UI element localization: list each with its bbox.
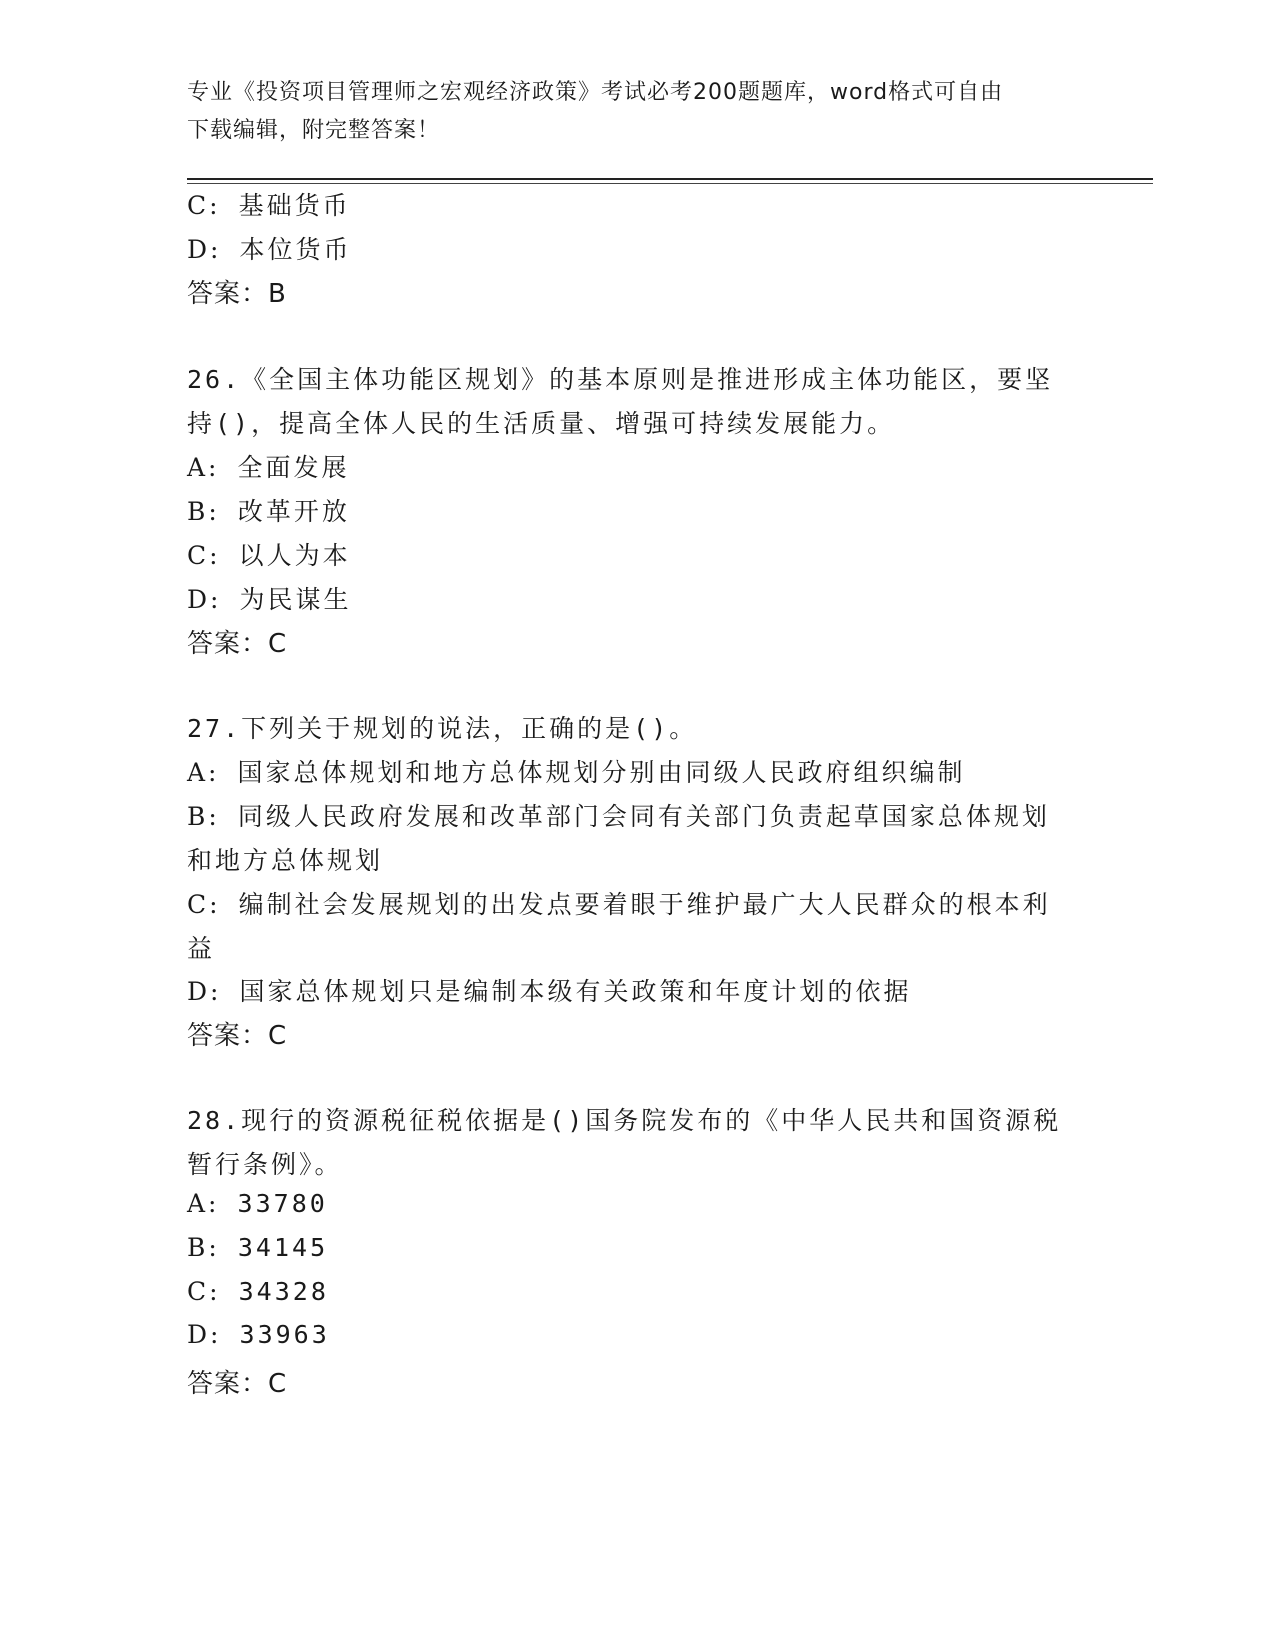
option-text: 全面发展 (237, 453, 350, 482)
q28-option-d (187, 1320, 330, 1349)
q27-option-c (187, 885, 1051, 921)
option-text: 编制社会发展规划的出发点要着眼于维护最广大人民群众的根本利 (238, 890, 1051, 919)
option-label: D: (187, 1320, 222, 1349)
option-label: C: (187, 191, 221, 220)
q28-stem-line-1: 28.现行的资源税征税依据是()国务院发布的《中华人民共和国资源税 (187, 1106, 1062, 1135)
q26-option-c (187, 536, 351, 572)
option-text: 国家总体规划只是编制本级有关政策和年度计划的依据 (239, 977, 912, 1006)
option-text: 34328 (238, 1277, 329, 1306)
q27-stem-line-1: 27.下列关于规划的说法，正确的是()。 (187, 714, 698, 743)
option-text: 33780 (237, 1189, 328, 1218)
q28-option-a (187, 1189, 328, 1218)
q26-stem-line-2: 持()，提高全体人民的生活质量、增强可持续发展能力。 (187, 409, 896, 438)
option-text: 国家总体规划和地方总体规划分别由同级人民政府组织编制 (237, 758, 966, 787)
q26-stem-line-1: 26.《全国主体功能区规划》的基本原则是推进形成主体功能区，要坚 (187, 365, 1054, 394)
prev-answer: 答案：B (187, 279, 287, 309)
header-line-2: 下载编辑，附完整答案！ (187, 118, 441, 143)
option-label: D: (187, 585, 222, 614)
q26-option-d (187, 580, 352, 616)
q27-option-d (187, 972, 912, 1008)
prev-option-c (187, 186, 351, 222)
option-label: D: (187, 977, 222, 1006)
option-label: C: (187, 890, 221, 919)
q26-option-b (187, 492, 350, 528)
q28-stem-line-2: 暂行条例》。 (187, 1150, 343, 1179)
q27-option-c-continued: 益 (187, 934, 216, 963)
option-text: 33963 (239, 1320, 330, 1349)
option-text: 同级人民政府发展和改革部门会同有关部门负责起草国家总体规划 (237, 802, 1050, 831)
header-divider-thick (187, 178, 1153, 180)
q27-answer: 答案：C (187, 1021, 288, 1051)
q27-option-b-continued: 和地方总体规划 (187, 846, 384, 875)
option-label: C: (187, 1277, 221, 1306)
header-line-1: 专业《投资项目管理师之宏观经济政策》考试必考200题题库，word格式可自由 (187, 80, 1004, 105)
q27-option-b (187, 797, 1050, 833)
q28-option-c (187, 1277, 329, 1306)
option-label: B: (187, 497, 220, 526)
q26-option-a (187, 448, 350, 484)
page-header (187, 74, 1067, 150)
q28-answer: 答案：C (187, 1369, 288, 1399)
option-text: 本位货币 (239, 235, 352, 264)
q26-answer: 答案：C (187, 629, 288, 659)
option-text: 34145 (237, 1233, 329, 1262)
q27-option-a (187, 753, 966, 789)
option-label: A: (187, 453, 220, 482)
option-label: B: (187, 1233, 220, 1262)
option-text: 为民谋生 (239, 585, 352, 614)
option-label: C: (187, 541, 221, 570)
option-label: D: (187, 235, 222, 264)
option-text: 基础货币 (238, 191, 351, 220)
option-label: A: (187, 758, 220, 787)
option-label: B: (187, 802, 220, 831)
option-text: 改革开放 (237, 497, 350, 526)
q28-option-b (187, 1233, 328, 1262)
option-label: A: (187, 1189, 220, 1218)
prev-option-d (187, 230, 352, 266)
option-text: 以人为本 (238, 541, 351, 570)
header-divider-thin (187, 183, 1153, 184)
